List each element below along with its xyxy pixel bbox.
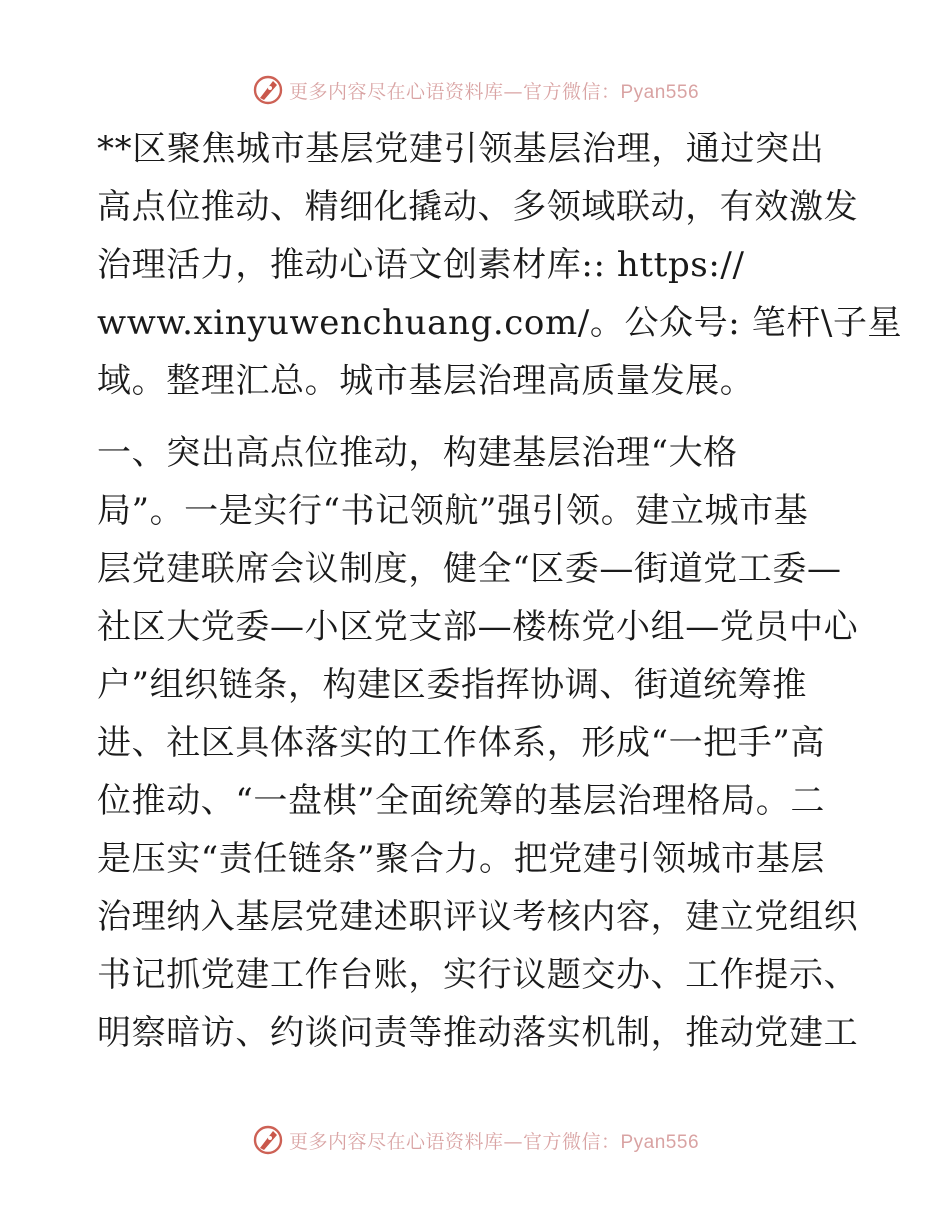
paragraph-1 [97,120,903,410]
text-line: 户”组织链条，构建区委指挥协调、街道统筹推 [97,665,807,705]
paragraph-2 [97,424,857,1062]
text-line: 一、突出高点位推动，构建基层治理“大格 [97,433,738,473]
watermark-footer [0,1120,950,1160]
text-line: 明察暗访、约谈问责等推动落实机制，推动党建工 [97,1013,859,1053]
paragraph-gap [97,410,857,424]
text-line: 治理纳入基层党建述职评议考核内容，建立党组织 [97,897,859,937]
watermark-header [0,70,950,110]
text-line: 域。整理汇总。城市基层治理高质量发展。 [97,361,755,401]
text-line: 位推动、“一盘棋”全面统筹的基层治理格局。二 [97,781,825,821]
text-line: 高点位推动、精细化撬动、多领域联动，有效激发 [97,187,859,227]
text-line: 治理活力，推动心语文创素材库:: https:// [97,245,745,285]
text-line: 书记抓党建工作台账，实行议题交办、工作提示、 [97,955,859,995]
text-line: 是压实“责任链条”聚合力。把党建引领城市基层 [97,839,825,879]
document-body [97,120,903,1062]
pen-nib-circle-logo-icon [251,73,285,107]
watermark-text: 更多内容尽在心语资料库—官方微信：Pyan556 [288,80,700,103]
text-line: www.xinyuwenchuang.com/。公众号: 笔杆\子星 [97,303,903,343]
pen-nib-circle-logo-icon [251,1123,285,1157]
text-line: 进、社区具体落实的工作体系，形成“一把手”高 [97,723,825,763]
watermark-text: 更多内容尽在心语资料库—官方微信：Pyan556 [288,1130,700,1153]
text-line: 局”。一是实行“书记领航”强引领。建立城市基 [97,491,809,531]
text-line: 社区大党委—小区党支部—楼栋党小组—党员中心 [97,607,859,647]
text-line: 层党建联席会议制度，健全“区委—街道党工委— [97,549,842,589]
text-line: **区聚焦城市基层党建引领基层治理，通过突出 [97,129,825,169]
